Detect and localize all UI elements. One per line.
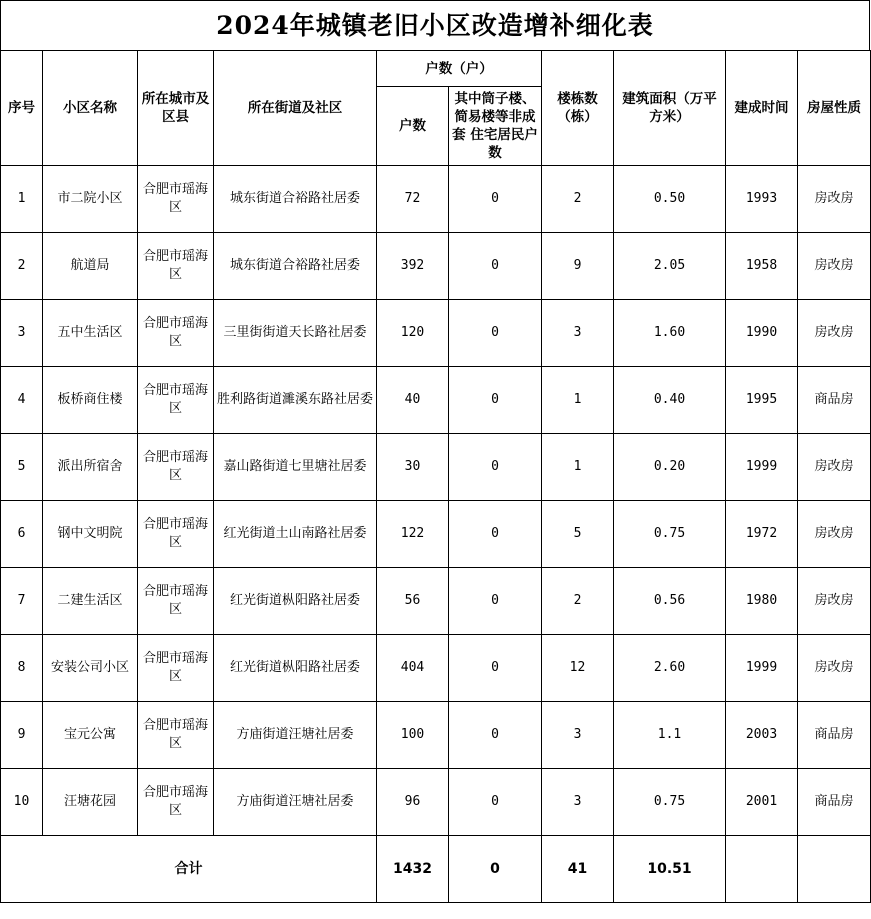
cell-tube-households: 0 (449, 501, 542, 568)
header-tube-households: 其中筒子楼、简易楼等非成套 住宅居民户数 (449, 87, 542, 166)
header-year: 建成时间 (726, 51, 798, 166)
header-seq: 序号 (1, 51, 43, 166)
cell-name: 钢中文明院 (43, 501, 138, 568)
page-title: 2024年城镇老旧小区改造增补细化表 (0, 0, 870, 50)
cell-buildings: 1 (542, 367, 614, 434)
cell-households: 122 (377, 501, 449, 568)
cell-year: 2003 (726, 702, 798, 769)
cell-street: 方庙街道汪塘社居委 (214, 702, 377, 769)
cell-buildings: 12 (542, 635, 614, 702)
cell-street: 城东街道合裕路社居委 (214, 233, 377, 300)
cell-area: 2.60 (614, 635, 726, 702)
total-households: 1432 (377, 836, 449, 903)
cell-name: 航道局 (43, 233, 138, 300)
cell-area: 2.05 (614, 233, 726, 300)
cell-nature: 房改房 (798, 568, 871, 635)
cell-seq: 3 (1, 300, 43, 367)
header-nature: 房屋性质 (798, 51, 871, 166)
cell-households: 392 (377, 233, 449, 300)
cell-seq: 7 (1, 568, 43, 635)
cell-street: 胜利路街道濉溪东路社居委 (214, 367, 377, 434)
cell-city: 合肥市瑶海区 (138, 568, 214, 635)
cell-households: 404 (377, 635, 449, 702)
cell-street: 红光街道土山南路社居委 (214, 501, 377, 568)
cell-area: 0.50 (614, 166, 726, 233)
total-year-empty (726, 836, 798, 903)
cell-buildings: 2 (542, 568, 614, 635)
table-row (1, 501, 871, 568)
cell-year: 1995 (726, 367, 798, 434)
cell-area: 0.20 (614, 434, 726, 501)
table-row (1, 769, 871, 836)
cell-tube-households: 0 (449, 702, 542, 769)
cell-city: 合肥市瑶海区 (138, 635, 214, 702)
table-row (1, 702, 871, 769)
cell-nature: 房改房 (798, 434, 871, 501)
cell-tube-households: 0 (449, 300, 542, 367)
cell-year: 1972 (726, 501, 798, 568)
cell-households: 72 (377, 166, 449, 233)
cell-name: 宝元公寓 (43, 702, 138, 769)
cell-nature: 商品房 (798, 702, 871, 769)
cell-seq: 4 (1, 367, 43, 434)
header-street: 所在街道及社区 (214, 51, 377, 166)
cell-year: 1999 (726, 635, 798, 702)
cell-seq: 10 (1, 769, 43, 836)
header-row (1, 51, 871, 87)
renovation-table (0, 50, 871, 903)
cell-nature: 商品房 (798, 769, 871, 836)
cell-nature: 商品房 (798, 367, 871, 434)
table-row (1, 300, 871, 367)
cell-city: 合肥市瑶海区 (138, 367, 214, 434)
cell-street: 红光街道枞阳路社居委 (214, 635, 377, 702)
cell-households: 100 (377, 702, 449, 769)
table-row (1, 568, 871, 635)
cell-year: 1999 (726, 434, 798, 501)
cell-tube-households: 0 (449, 635, 542, 702)
cell-nature: 房改房 (798, 635, 871, 702)
cell-year: 1990 (726, 300, 798, 367)
cell-households: 96 (377, 769, 449, 836)
cell-name: 汪塘花园 (43, 769, 138, 836)
cell-street: 方庙街道汪塘社居委 (214, 769, 377, 836)
cell-city: 合肥市瑶海区 (138, 233, 214, 300)
cell-street: 城东街道合裕路社居委 (214, 166, 377, 233)
cell-area: 0.75 (614, 769, 726, 836)
cell-buildings: 3 (542, 769, 614, 836)
cell-area: 0.56 (614, 568, 726, 635)
cell-seq: 1 (1, 166, 43, 233)
cell-city: 合肥市瑶海区 (138, 702, 214, 769)
table-row (1, 635, 871, 702)
table-row (1, 233, 871, 300)
cell-buildings: 2 (542, 166, 614, 233)
cell-seq: 5 (1, 434, 43, 501)
cell-street: 三里街街道天长路社居委 (214, 300, 377, 367)
cell-households: 30 (377, 434, 449, 501)
cell-nature: 房改房 (798, 501, 871, 568)
cell-seq: 8 (1, 635, 43, 702)
cell-city: 合肥市瑶海区 (138, 300, 214, 367)
cell-buildings: 1 (542, 434, 614, 501)
total-row (1, 836, 871, 903)
cell-seq: 9 (1, 702, 43, 769)
total-buildings: 41 (542, 836, 614, 903)
header-area: 建筑面积（万平方米） (614, 51, 726, 166)
table-row (1, 434, 871, 501)
cell-name: 派出所宿舍 (43, 434, 138, 501)
cell-street: 红光街道枞阳路社居委 (214, 568, 377, 635)
table-row (1, 367, 871, 434)
cell-year: 2001 (726, 769, 798, 836)
cell-name: 五中生活区 (43, 300, 138, 367)
cell-year: 1958 (726, 233, 798, 300)
cell-nature: 房改房 (798, 300, 871, 367)
cell-seq: 2 (1, 233, 43, 300)
cell-city: 合肥市瑶海区 (138, 434, 214, 501)
table-row (1, 166, 871, 233)
cell-tube-households: 0 (449, 233, 542, 300)
cell-area: 1.60 (614, 300, 726, 367)
total-tube-households: 0 (449, 836, 542, 903)
cell-area: 0.75 (614, 501, 726, 568)
cell-tube-households: 0 (449, 367, 542, 434)
header-households-group: 户数（户） (377, 51, 542, 87)
total-area: 10.51 (614, 836, 726, 903)
cell-name: 市二院小区 (43, 166, 138, 233)
cell-year: 1993 (726, 166, 798, 233)
cell-name: 二建生活区 (43, 568, 138, 635)
cell-households: 120 (377, 300, 449, 367)
header-city: 所在城市及区县 (138, 51, 214, 166)
cell-buildings: 3 (542, 300, 614, 367)
cell-street: 嘉山路街道七里塘社居委 (214, 434, 377, 501)
cell-city: 合肥市瑶海区 (138, 769, 214, 836)
cell-city: 合肥市瑶海区 (138, 501, 214, 568)
total-nature-empty (798, 836, 871, 903)
cell-city: 合肥市瑶海区 (138, 166, 214, 233)
cell-name: 板桥商住楼 (43, 367, 138, 434)
cell-tube-households: 0 (449, 166, 542, 233)
cell-year: 1980 (726, 568, 798, 635)
cell-name: 安装公司小区 (43, 635, 138, 702)
cell-buildings: 3 (542, 702, 614, 769)
cell-households: 40 (377, 367, 449, 434)
header-buildings: 楼栋数（栋） (542, 51, 614, 166)
cell-seq: 6 (1, 501, 43, 568)
total-label: 合计 (1, 836, 377, 903)
cell-nature: 房改房 (798, 166, 871, 233)
cell-households: 56 (377, 568, 449, 635)
cell-area: 0.40 (614, 367, 726, 434)
header-name: 小区名称 (43, 51, 138, 166)
cell-tube-households: 0 (449, 568, 542, 635)
cell-buildings: 5 (542, 501, 614, 568)
cell-tube-households: 0 (449, 769, 542, 836)
cell-tube-households: 0 (449, 434, 542, 501)
header-households: 户数 (377, 87, 449, 166)
cell-area: 1.1 (614, 702, 726, 769)
cell-buildings: 9 (542, 233, 614, 300)
cell-nature: 房改房 (798, 233, 871, 300)
